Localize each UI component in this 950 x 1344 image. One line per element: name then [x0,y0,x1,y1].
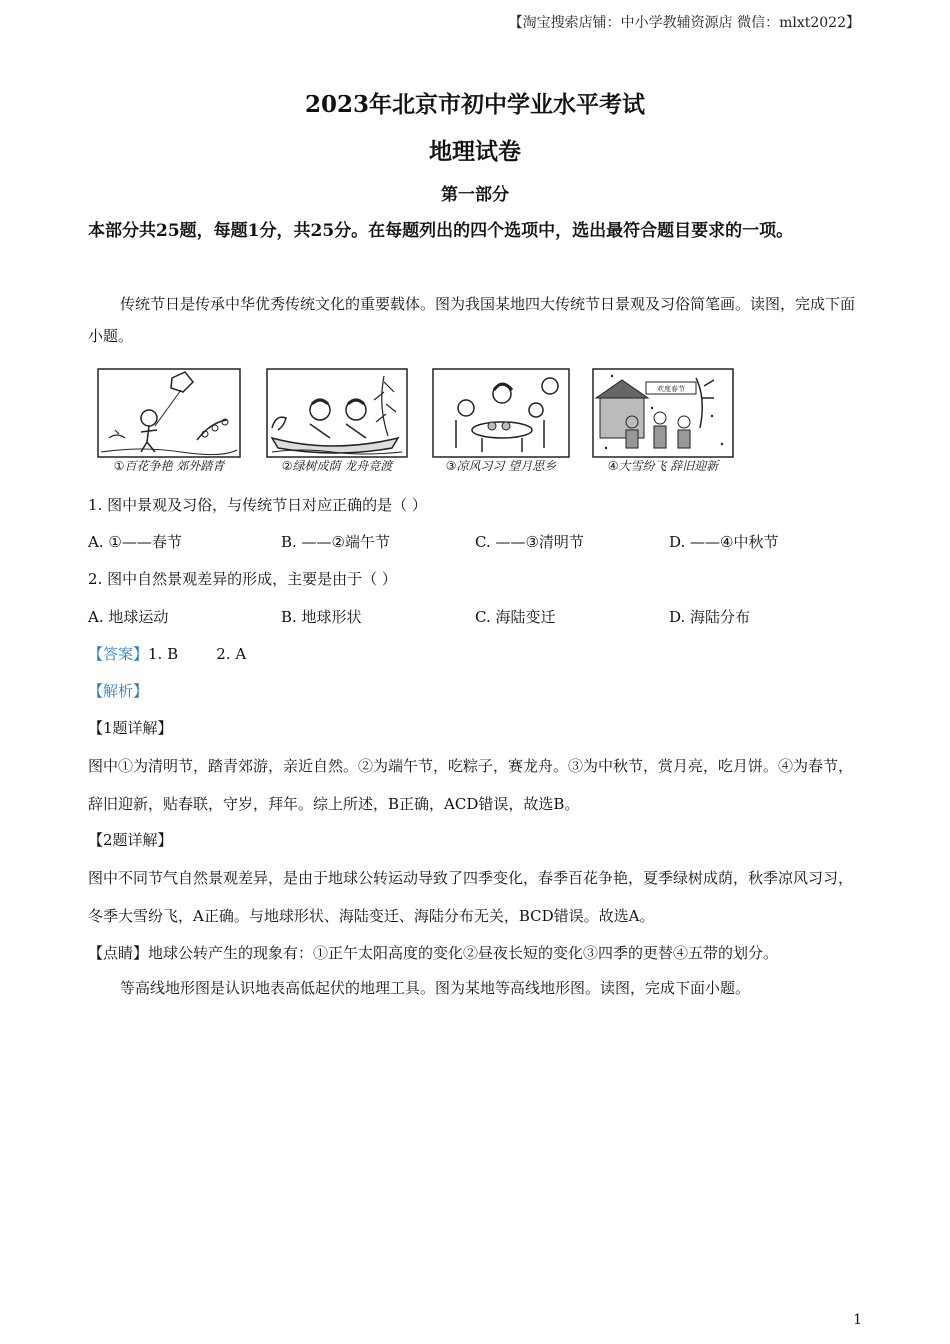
intro-festivals: 传统节日是传承中华优秀传统文化的重要载体。图为我国某地四大传统节日景观及习俗简笔画。读图，完成下面小题。 [88,295,856,345]
question-1-option-c: C. ——③清明节 [475,533,584,551]
question-1-stem: 1. 图中景观及习俗，与传统节日对应正确的是（ ） [88,496,427,514]
detail-2-text: 图中不同节气自然景观差异，是由于地球公转运动导致了四季变化，春季百花争艳，夏季绿树成荫，秋季凉风习习，冬季大雪纷飞，A正确。与地球形状、海陆变迁、海陆分布无关，BCD错误。故选A。 [88,869,854,925]
figure-winter-caption: ④大雪纷飞 辞旧迎新 [607,459,719,473]
question-2-option-d: D. 海陆分布 [669,608,751,626]
detail-1-label: 【1题详解】 [88,719,173,737]
answer-text: 1. B 2. A [148,645,247,663]
figure-spring-caption: ①百花争艳 郊外踏青 [113,459,225,473]
question-2-option-a: A. 地球运动 [88,608,169,626]
figure-winter [592,368,734,476]
tip-line [88,942,778,963]
question-2-option-c: C. 海陆变迁 [475,608,556,626]
header-note: 【淘宝搜索店铺：中小学教辅资源店 微信：mlxt2022】 [508,15,860,31]
figure-spring [97,368,241,476]
figure-autumn [432,368,570,476]
question-2-stem: 2. 图中自然景观差异的形成，主要是由于（ ） [88,570,397,588]
intro-contour: 等高线地形图是认识地表高低起伏的地理工具。图为某地等高线地形图。读图，完成下面小题。 [120,979,751,997]
part-instructions: 本部分共25题，每题1分，共25分。在每题列出的四个选项中，选出最符合题目要求的一项。 [88,221,794,241]
page-number: 1 [853,1312,862,1328]
exam-title: 2023年北京市初中学业水平考试 [304,91,645,118]
figure-summer-caption: ②绿树成荫 龙舟竞渡 [281,459,393,473]
tip-text: 地球公转产生的现象有：①正午太阳高度的变化②昼夜长短的变化③四季的更替④五带的划分。 [148,944,779,962]
question-1-option-d: D. ——④中秋节 [669,533,779,551]
part-heading: 第一部分 [441,185,509,205]
figure-autumn-caption: ③凉风习习 望月思乡 [445,459,557,473]
question-1-option-a: A. ①——春节 [88,533,182,551]
tip-label: 【点睛】 [88,944,149,962]
figure-summer [266,368,408,476]
analysis-label: 【解析】 [88,682,149,700]
exam-subtitle: 地理试卷 [429,138,521,165]
question-1-option-b: B. ——②端午节 [281,533,391,551]
answer-line [88,643,246,664]
detail-1-text: 图中①为清明节，踏青郊游，亲近自然。②为端午节，吃粽子，赛龙舟。③为中秋节，赏月亮，吃月饼。④为春节，辞旧迎新，贴春联，守岁，拜年。综上所述，B正确，ACD错误，故选B。 [88,757,854,813]
detail-2-label: 【2题详解】 [88,831,173,849]
winter-sign-text: 欢度春节 [657,385,685,393]
question-2-option-b: B. 地球形状 [281,608,362,626]
answer-label: 【答案】 [88,645,149,663]
